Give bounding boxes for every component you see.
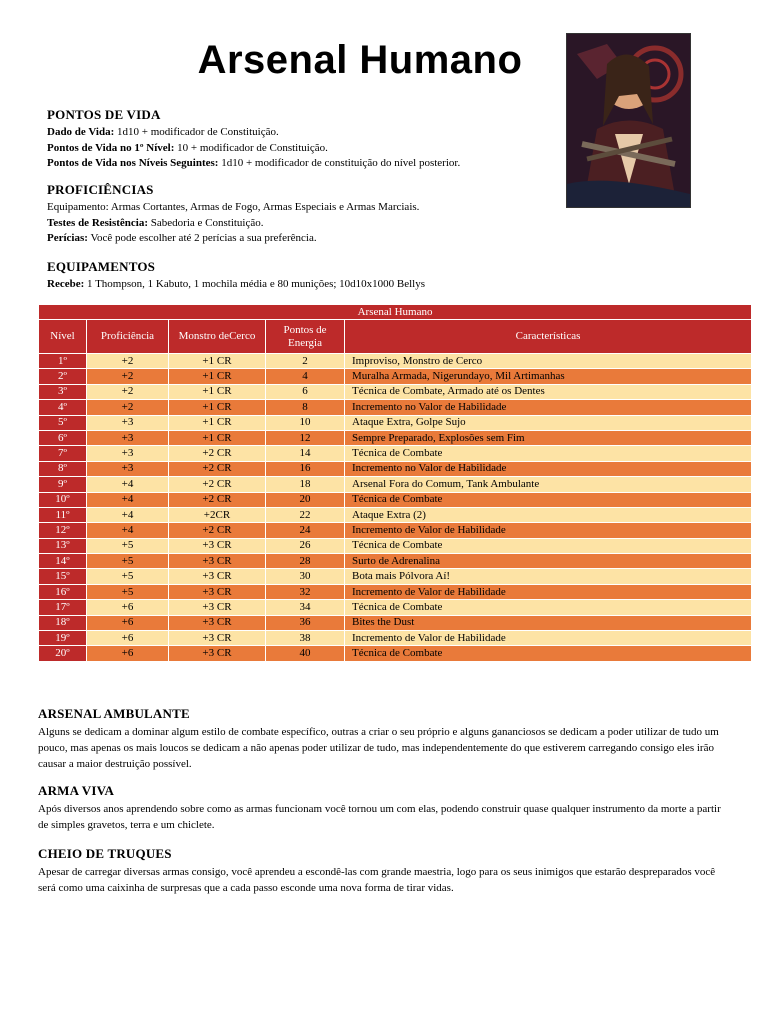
table-row [39,554,752,569]
cell-caracteristicas: Técnica de Combate [345,600,752,615]
cell-nivel: 4º [39,400,87,415]
cell-nivel: 6º [39,430,87,445]
cell-caracteristicas: Ataque Extra (2) [345,507,752,522]
cell-pontos-de-energia: 18 [266,477,345,492]
cell-pontos-de-energia: 6 [266,384,345,399]
cell-proficiencia: +3 [87,461,169,476]
cell-nivel: 18º [39,615,87,630]
cell-pontos-de-energia: 2 [266,354,345,369]
cell-caracteristicas: Incremento no Valor de Habilidade [345,400,752,415]
cell-monstro-de-cerco: +3 CR [169,615,266,630]
equipamento-line: Equipamento: Armas Cortantes, Armas de Fogo, Armas Especiais e Armas Marciais. [47,201,420,213]
cell-caracteristicas: Incremento de Valor de Habilidade [345,523,752,538]
cell-monstro-de-cerco: +3 CR [169,631,266,646]
cell-pontos-de-energia: 40 [266,646,345,661]
cell-proficiencia: +6 [87,646,169,661]
col-header-pontos-de-energia: Pontos de Energia [266,320,345,354]
cell-caracteristicas: Técnica de Combate [345,492,752,507]
cell-proficiencia: +5 [87,554,169,569]
cell-monstro-de-cerco: +3 CR [169,600,266,615]
cell-caracteristicas: Incremento de Valor de Habilidade [345,584,752,599]
cell-caracteristicas: Técnica de Combate, Armado até os Dentes [345,384,752,399]
cell-pontos-de-energia: 30 [266,569,345,584]
pv-primeiro-nivel-line: Pontos de Vida no 1º Nível: 10 + modificador de Constituição. [47,141,328,154]
cell-monstro-de-cerco: +1 CR [169,415,266,430]
pericias-line: Perícias: Você pode escolher até 2 perícias a sua preferência. [47,232,317,244]
feature-heading: CHEIO DE TRUQUES [38,846,172,861]
feature-arsenal-ambulante [38,706,728,772]
table-row [39,461,752,476]
cell-pontos-de-energia: 26 [266,538,345,553]
table-row [39,523,752,538]
table-row [39,631,752,646]
cell-monstro-de-cerco: +1 CR [169,430,266,445]
cell-caracteristicas: Bites the Dust [345,615,752,630]
cell-caracteristicas: Improviso, Monstro de Cerco [345,354,752,369]
cell-nivel: 5º [39,415,87,430]
feature-text: Apesar de carregar diversas armas consigo, você aprendeu a escondê-las com grande maestria, logo para os seus inimigos que estarão despreparados você será como uma caixinha de surpresas que a cada passo esconde uma nova forma de tirar vidas. [38,866,716,894]
cell-caracteristicas: Bota mais Pólvora Aí! [345,569,752,584]
cell-nivel: 1º [39,354,87,369]
cell-proficiencia: +6 [87,615,169,630]
cell-pontos-de-energia: 34 [266,600,345,615]
cell-monstro-de-cerco: +2 CR [169,492,266,507]
cell-caracteristicas: Ataque Extra, Golpe Sujo [345,415,752,430]
col-header-caracteristicas: Características [345,320,752,354]
cell-caracteristicas: Técnica de Combate [345,646,752,661]
cell-monstro-de-cerco: +2CR [169,507,266,522]
table-row [39,569,752,584]
page-title: Arsenal Humano [197,38,523,82]
cell-monstro-de-cerco: +2 CR [169,477,266,492]
character-portrait-illustration [566,33,691,208]
feature-arma-viva [38,783,728,833]
feature-text: Alguns se dedicam a dominar algum estilo de combate específico, outras a criar o seu próprio e alguns gananciosos se dedicam a poder utilizar de tudo um pouco, mas apenas os mais loucos se dedicam a não apenas poder utilizar de tudo, mas independentemente do que estiverem carregando consigo eles irão causar a maior destruição possível. [38,726,719,770]
table-row [39,646,752,661]
cell-proficiencia: +2 [87,354,169,369]
proficiencias-section [47,182,419,247]
cell-caracteristicas: Técnica de Combate [345,538,752,553]
cell-nivel: 3º [39,384,87,399]
cell-pontos-de-energia: 14 [266,446,345,461]
cell-caracteristicas: Incremento de Valor de Habilidade [345,631,752,646]
cell-nivel: 12º [39,523,87,538]
cell-nivel: 19º [39,631,87,646]
table-row [39,369,752,384]
cell-nivel: 2º [39,369,87,384]
cell-pontos-de-energia: 12 [266,430,345,445]
cell-monstro-de-cerco: +1 CR [169,384,266,399]
table-row [39,430,752,445]
pontos-de-vida-heading: PONTOS DE VIDA [47,107,161,122]
cell-nivel: 8º [39,461,87,476]
cell-proficiencia: +3 [87,446,169,461]
cell-nivel: 17º [39,600,87,615]
cell-proficiencia: +3 [87,430,169,445]
cell-proficiencia: +2 [87,369,169,384]
cell-pontos-de-energia: 10 [266,415,345,430]
cell-proficiencia: +5 [87,569,169,584]
cell-proficiencia: +5 [87,584,169,599]
cell-monstro-de-cerco: +1 CR [169,400,266,415]
table-caption: Arsenal Humano [39,305,752,320]
cell-pontos-de-energia: 16 [266,461,345,476]
cell-monstro-de-cerco: +3 CR [169,538,266,553]
cell-pontos-de-energia: 8 [266,400,345,415]
cell-nivel: 20º [39,646,87,661]
table-row [39,538,752,553]
proficiencias-heading: PROFICIÊNCIAS [47,182,154,197]
cell-nivel: 16º [39,584,87,599]
cell-nivel: 15º [39,569,87,584]
cell-pontos-de-energia: 24 [266,523,345,538]
cell-proficiencia: +6 [87,600,169,615]
cell-pontos-de-energia: 32 [266,584,345,599]
col-header-monstro-de-cerco: Monstro deCerco [169,320,266,354]
cell-proficiencia: +6 [87,631,169,646]
equipamentos-section [47,259,425,293]
table-row [39,415,752,430]
pontos-de-vida-section [47,107,460,172]
cell-nivel: 7º [39,446,87,461]
table-row [39,384,752,399]
cell-proficiencia: +4 [87,477,169,492]
cell-caracteristicas: Arsenal Fora do Comum, Tank Ambulante [345,477,752,492]
cell-caracteristicas: Técnica de Combate [345,446,752,461]
cell-proficiencia: +5 [87,538,169,553]
feature-heading: ARSENAL AMBULANTE [38,706,190,721]
table-row [39,354,752,369]
cell-nivel: 14º [39,554,87,569]
cell-nivel: 10º [39,492,87,507]
table-row [39,600,752,615]
table-row [39,400,752,415]
cell-proficiencia: +4 [87,523,169,538]
cell-nivel: 13º [39,538,87,553]
cell-pontos-de-energia: 36 [266,615,345,630]
cell-pontos-de-energia: 4 [266,369,345,384]
cell-monstro-de-cerco: +3 CR [169,554,266,569]
cell-nivel: 9º [39,477,87,492]
table-row [39,477,752,492]
cell-proficiencia: +4 [87,492,169,507]
cell-monstro-de-cerco: +3 CR [169,569,266,584]
cell-monstro-de-cerco: +3 CR [169,584,266,599]
cell-monstro-de-cerco: +1 CR [169,369,266,384]
cell-caracteristicas: Incremento no Valor de Habilidade [345,461,752,476]
cell-proficiencia: +2 [87,400,169,415]
cell-pontos-de-energia: 22 [266,507,345,522]
cell-monstro-de-cerco: +2 CR [169,523,266,538]
table-row [39,615,752,630]
feature-text: Após diversos anos aprendendo sobre como as armas funcionam você tornou um com elas, podendo construir quase qualquer instrumento da morte a partir de simples gravetos, terra e um chiclete. [38,803,721,831]
table-row [39,446,752,461]
cell-proficiencia: +4 [87,507,169,522]
cell-caracteristicas: Surto de Adrenalina [345,554,752,569]
cell-monstro-de-cerco: +2 CR [169,446,266,461]
cell-monstro-de-cerco: +2 CR [169,461,266,476]
table-row [39,492,752,507]
cell-pontos-de-energia: 20 [266,492,345,507]
col-header-proficiencia: Proficiência [87,320,169,354]
cell-monstro-de-cerco: +1 CR [169,354,266,369]
cell-caracteristicas: Muralha Armada, Nigerundayo, Mil Artimanhas [345,369,752,384]
equipamentos-heading: EQUIPAMENTOS [47,259,156,274]
dado-de-vida-line: Dado de Vida: 1d10 + modificador de Constituição. [47,126,279,138]
cell-proficiencia: +3 [87,415,169,430]
cell-monstro-de-cerco: +3 CR [169,646,266,661]
col-header-nivel: Nível [39,320,87,354]
testes-resistencia-line: Testes de Resistência: Sabedoria e Constituição. [47,216,264,229]
pv-niveis-seguintes-line: Pontos de Vida nos Níveis Seguintes: 1d10 + modificador de constituição do nível posterior. [47,157,461,169]
arsenal-humano-table [38,304,751,662]
table-row [39,507,752,522]
recebe-line: Recebe: 1 Thompson, 1 Kabuto, 1 mochila média e 80 munições; 10d10x1000 Bellys [47,278,426,290]
cell-caracteristicas: Sempre Preparado, Explosões sem Fim [345,430,752,445]
table-row [39,584,752,599]
cell-pontos-de-energia: 38 [266,631,345,646]
feature-heading: ARMA VIVA [38,783,115,798]
cell-nivel: 11º [39,507,87,522]
cell-proficiencia: +2 [87,384,169,399]
feature-cheio-de-truques [38,846,728,896]
cell-pontos-de-energia: 28 [266,554,345,569]
